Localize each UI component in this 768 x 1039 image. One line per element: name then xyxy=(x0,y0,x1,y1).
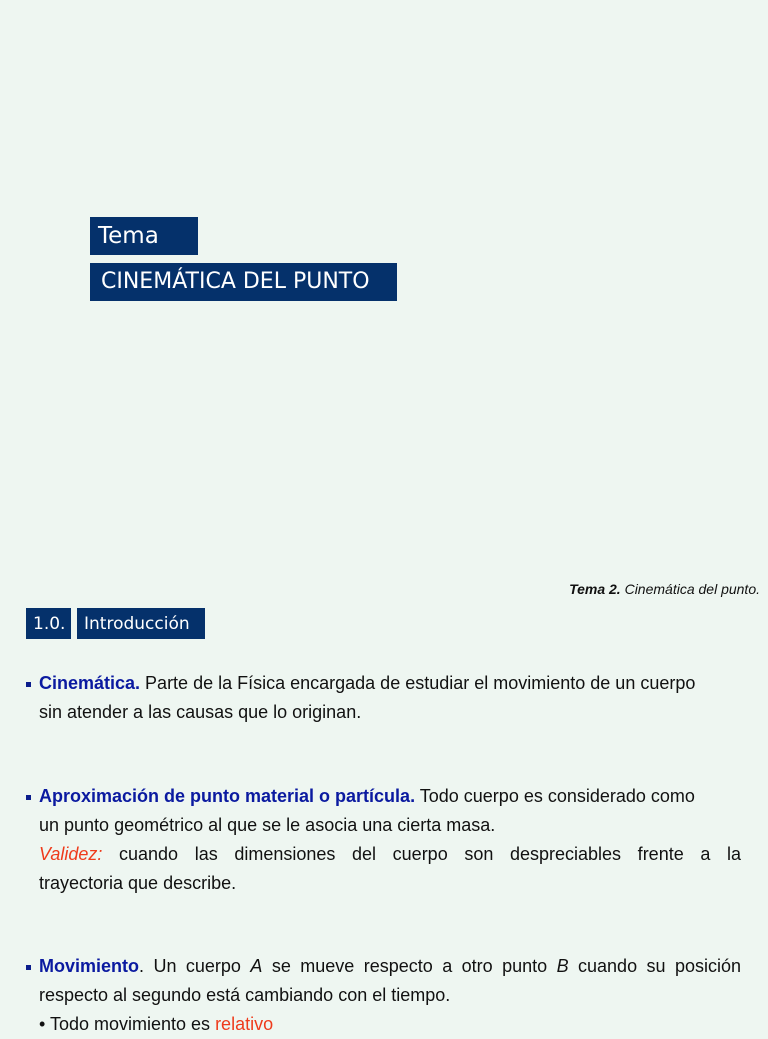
section-title-text: Introducción xyxy=(84,613,190,634)
variable-a: A xyxy=(250,956,263,976)
term-punto-material: Aproximación de punto material o partícula. xyxy=(39,786,416,806)
definition-text: Todo cuerpo es considerado como xyxy=(415,786,695,806)
term-movimiento: Movimiento xyxy=(39,956,140,976)
tema-label-text: Tema xyxy=(98,222,159,249)
definition-continuation: un punto geométrico al que se le asocia una cierta masa. xyxy=(39,815,496,835)
running-header-name: Cinemática del punto. xyxy=(624,581,760,597)
list-item-line xyxy=(39,952,741,981)
sub-bullet-text: • Todo movimiento es xyxy=(39,1014,216,1034)
list-item-line xyxy=(39,782,741,811)
definition-text: Parte de la Física encargada de estudiar el movimiento de un cuerpo xyxy=(140,673,696,693)
validez-label: Validez: xyxy=(39,844,103,864)
running-header xyxy=(569,581,760,597)
validez-line xyxy=(39,840,741,869)
tema-title-text: CINEMÁTICA DEL PUNTO xyxy=(101,269,370,294)
validez-continuation: trayectoria que describe. xyxy=(39,873,237,893)
list-item-movimiento xyxy=(39,952,741,1039)
bullet-icon xyxy=(26,682,31,687)
sub-bullet-line xyxy=(39,1010,741,1039)
definition-text: se mueve respecto a otro punto xyxy=(262,956,557,976)
tema-title xyxy=(90,263,397,301)
variable-b: B xyxy=(556,956,569,976)
section-number-text: 1.0. xyxy=(33,613,66,634)
list-item-line xyxy=(39,669,741,698)
section-title xyxy=(77,608,205,639)
definition-continuation: respecto al segundo está cambiando con el tiempo. xyxy=(39,985,451,1005)
definition-text: . Un cuerpo xyxy=(139,956,251,976)
definition-continuation: sin atender a las causas que lo originan. xyxy=(39,702,362,722)
validez-text: cuando las dimensiones del cuerpo son despreciables frente a la xyxy=(102,844,741,864)
tema-label xyxy=(90,217,198,255)
running-header-number: Tema 2. xyxy=(569,581,621,597)
list-item-punto-material xyxy=(39,782,741,898)
term-cinematica: Cinemática. xyxy=(39,673,141,693)
bullet-icon xyxy=(26,965,31,970)
list-item-cinematica xyxy=(39,669,741,727)
section-number xyxy=(26,608,71,639)
relativo-text: relativo xyxy=(215,1014,274,1034)
bullet-icon xyxy=(26,795,31,800)
definition-text: cuando su posición xyxy=(568,956,742,976)
